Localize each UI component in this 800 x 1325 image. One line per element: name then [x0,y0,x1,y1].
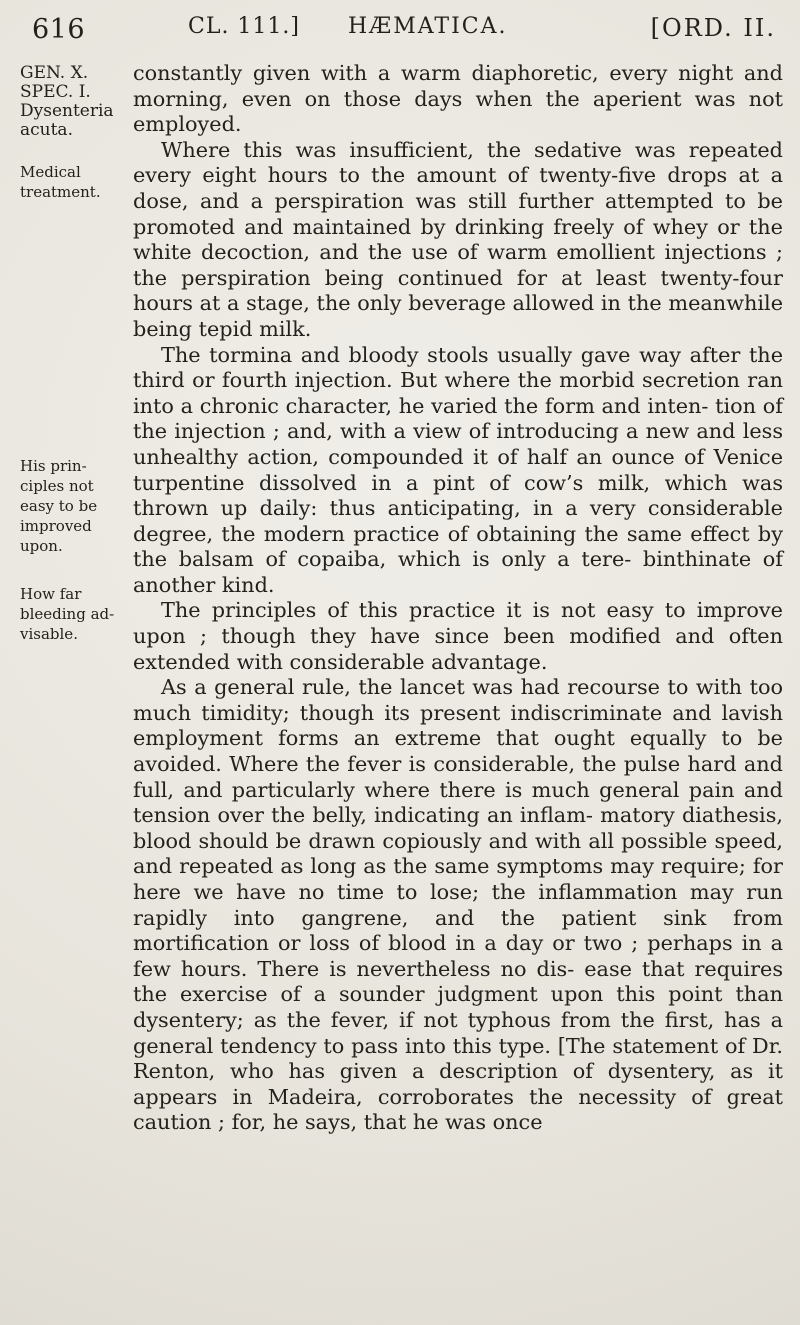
margin-note-bleeding: How far bleeding ad- visable. [20,585,115,643]
paragraph: The principles of this practice it is not easy to improve upon ; though they have since been modified and often extended with considerable advantage. [133,598,783,674]
margin-note-medical-treatment: Medical treatment. [20,163,101,201]
paragraph: Where this was insufficient, the sedative was repeated every eight hours to the amount of twenty-five drops at a dose, and a perspiration was still further attempted to be promoted and maintained by drinking freely of whey or the white decoction, and the use of warm emollient injections ; the perspiration being continued for at least twenty-four hours at a stage, the only beverage allowed in the meanwhile being tepid milk. [133,137,783,341]
chapter-label: CL. 111.] [188,14,300,39]
margin-note-principles: His prin- ciples not easy to be improved upon. [20,457,98,555]
paragraph: constantly given with a warm diaphoretic, every night and morning, even on those days when the aperient was not employed. [133,61,783,137]
paragraph: As a general rule, the lancet was had recourse to with too much timidity; though its present indiscriminate and lavish employment forms an extreme that ought equally to be avoided. Where the fever is considerable, the pulse hard and full, and particularly where there is much general pain and tension over the belly, indicating an inflam- matory diathesis, blood should be drawn copiously and with all possible speed, and repeated as long as the same symptoms may require; for here we have no time to lose; the inflammation may run rapidly into gangrene, and the patient sink from mortification or loss of blood in a day or two ; perhaps in a few hours. There is nevertheless no dis- ease that requires the exercise of a sounder judgment upon this point than dysentery; as the fever, if not typhous from the first, has a general tendency to pass into this type. [The statement of Dr. Renton, who has given a description of dysentery, as it appears in Madeira, corroborates the necessity of great caution ; for, he says, that he was once [133,675,783,1135]
main-text [133,61,783,1136]
paragraph: The tormina and bloody stools usually gave way after the third or fourth injection. But where the morbid secretion ran into a chronic character, he varied the form and inten- tion of the injection ; and, with a view of introducing a new and less unhealthy action, compounded it of half an ounce of Venice turpentine dissolved in a pint of cow’s milk, which was thrown up daily: thus anticipating, in a very considerable degree, the modern practice of obtaining the same effect by the balsam of copaiba, which is only a tere- binthinate of another kind. [133,342,783,597]
margin-note-genus-species: GEN. X. SPEC. I. Dysenteria acuta. [20,63,114,140]
running-title: HÆMATICA. [348,14,508,39]
page-number: 616 [32,14,86,45]
order-label: [ORD. II. [650,14,776,42]
running-header [24,14,776,54]
